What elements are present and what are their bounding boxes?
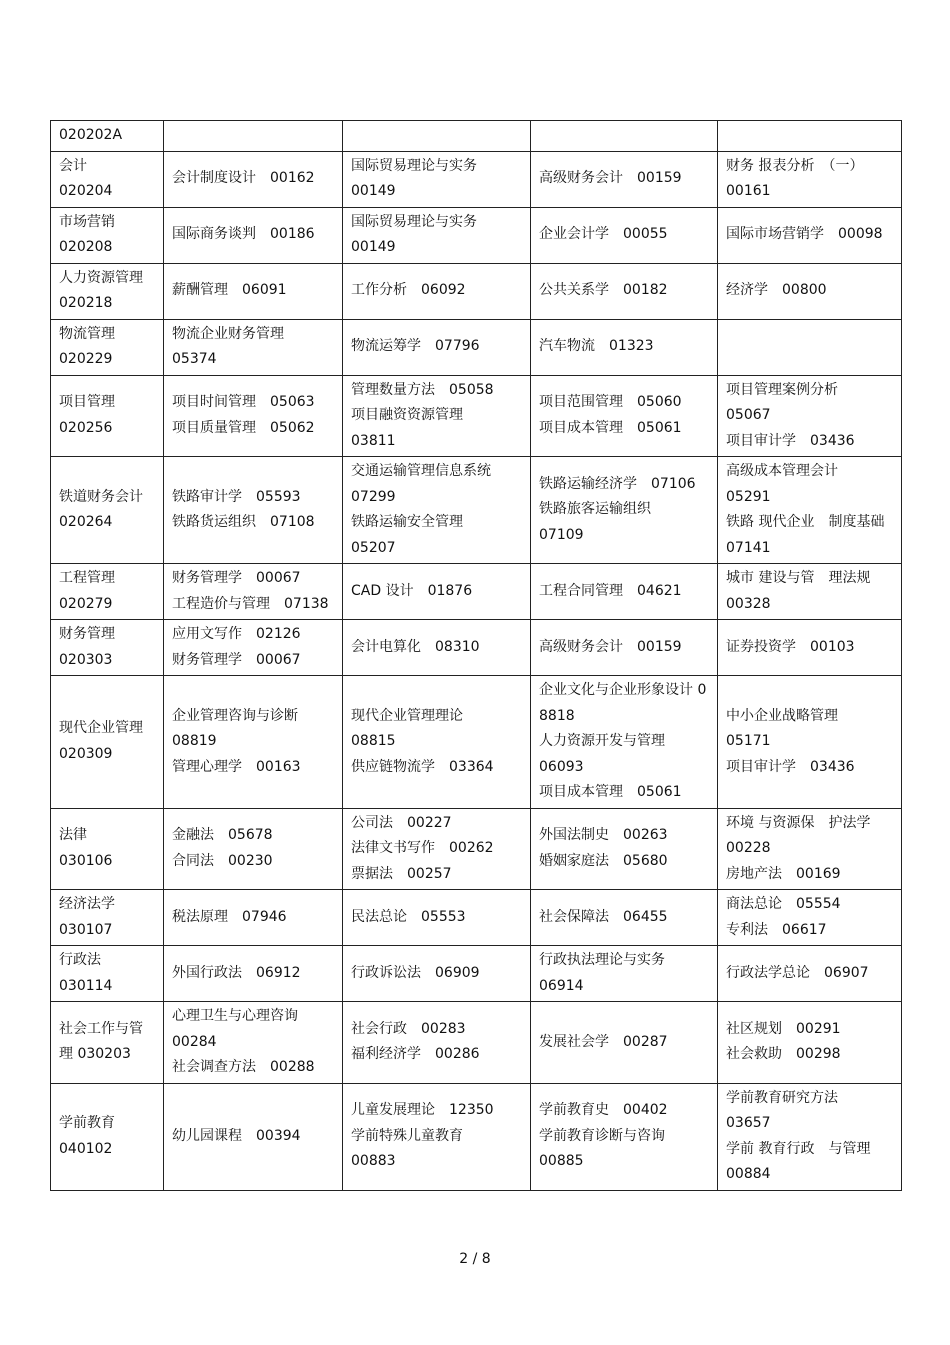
- course-cell-3: [531, 890, 718, 946]
- course-cell-2: [343, 457, 531, 564]
- course-line: 发展社会学 00287: [539, 1033, 668, 1050]
- course-cell-3: [531, 676, 718, 809]
- course-cell-4: [718, 890, 902, 946]
- major-cell: [51, 375, 164, 457]
- major-name-line: 人力资源管理 020218: [59, 269, 143, 311]
- course-cell-4: [718, 808, 902, 890]
- course-line: 法律文书写作 00262: [351, 840, 494, 856]
- course-line: 应用文写作 02126: [172, 626, 301, 642]
- major-name-line: 财务管理: [59, 626, 115, 642]
- course-cell-3: [531, 620, 718, 676]
- course-line: 行政执法理论与实务: [539, 952, 665, 968]
- course-line: 行政法学总论 06907: [726, 964, 869, 981]
- major-name-line: 行政法: [59, 952, 101, 968]
- course-line: 05374: [172, 351, 217, 367]
- course-line: 学前特殊儿童教育: [351, 1127, 463, 1144]
- course-line: 薪酬管理 06091: [172, 282, 287, 299]
- major-cell: [51, 151, 164, 207]
- course-cell-2: [343, 1083, 531, 1190]
- course-line: 工程造价与管理 07138: [172, 595, 329, 612]
- course-cell-3: [531, 457, 718, 564]
- major-cell: [51, 808, 164, 890]
- course-cell-1: [164, 457, 343, 564]
- course-line: 05207: [351, 539, 396, 556]
- major-name-line: 020202A: [59, 127, 123, 143]
- course-cell-4: [718, 1083, 902, 1190]
- major-name-line: 030107: [59, 921, 113, 938]
- course-line: 学前教育研究方法: [726, 1089, 838, 1106]
- course-line: 03811: [351, 432, 396, 449]
- table-row: [51, 457, 902, 564]
- course-line: 企业会计学 00055: [539, 226, 668, 243]
- course-line: 铁路旅客运输组织: [539, 501, 651, 518]
- major-cell: [51, 1002, 164, 1084]
- course-cell-2: [343, 207, 531, 263]
- course-cell-2: [343, 946, 531, 1002]
- course-line: 00883: [351, 1153, 396, 1170]
- course-cell-2: [343, 151, 531, 207]
- course-line: 公共关系学 00182: [539, 282, 668, 299]
- course-line: 00149: [351, 183, 396, 199]
- course-line: 工作分析 06092: [351, 282, 466, 299]
- major-cell: [51, 207, 164, 263]
- course-cell-3: [531, 121, 718, 152]
- table-row: [51, 375, 902, 457]
- course-line: 项目审计学 03436: [726, 432, 855, 449]
- course-line: 社会行政 00283: [351, 1020, 466, 1037]
- course-cell-4: [718, 676, 902, 809]
- table-row: [51, 564, 902, 620]
- major-cell: [51, 946, 164, 1002]
- course-line: 物流运筹学 07796: [351, 338, 480, 355]
- major-name-line: 项目管理: [59, 394, 115, 411]
- course-line: 金融法 05678: [172, 827, 273, 844]
- course-cell-1: [164, 808, 343, 890]
- major-name-line: 030106: [59, 852, 113, 869]
- course-cell-1: [164, 890, 343, 946]
- table-row: [51, 121, 902, 152]
- course-line: 高级成本管理会计: [726, 463, 838, 479]
- course-line: 项目融资资源管理: [351, 407, 463, 423]
- course-cell-4: [718, 946, 902, 1002]
- course-line: 08819: [172, 733, 217, 749]
- major-name-line: 社会工作与管理 030203: [59, 1020, 143, 1063]
- course-line: 项目成本管理 05061: [539, 784, 682, 800]
- course-cell-2: [343, 564, 531, 620]
- course-cell-1: [164, 946, 343, 1002]
- table-row: [51, 620, 902, 676]
- major-name-line: 020204: [59, 183, 113, 199]
- major-name-line: 会计: [59, 157, 87, 174]
- course-line: 证券投资学 00103: [726, 638, 855, 655]
- major-name-line: 040102: [59, 1140, 113, 1157]
- course-line: 高级财务会计 00159: [539, 170, 682, 187]
- course-line: 企业文化与企业形象设计 08818: [539, 682, 707, 724]
- course-line: 现代企业管理理论: [351, 707, 463, 724]
- course-cell-2: [343, 890, 531, 946]
- major-name-line: 经济法学: [59, 896, 115, 912]
- course-line: 国际市场营销学 00098: [726, 226, 883, 243]
- course-cell-3: [531, 1083, 718, 1190]
- major-name-line: 030114: [59, 977, 113, 994]
- course-cell-4: [718, 564, 902, 620]
- course-cell-4: [718, 121, 902, 152]
- page-number: 2 / 8: [459, 1251, 491, 1267]
- course-line: 铁路运输经济学 07106: [539, 475, 696, 492]
- major-name-line: 现代企业管理 020309: [59, 720, 143, 762]
- course-cell-4: [718, 1002, 902, 1084]
- major-name-line: 工程管理: [59, 570, 115, 586]
- course-line: 08815: [351, 733, 396, 749]
- major-name-line: 020229: [59, 351, 113, 367]
- course-line: 项目管理案例分析: [726, 381, 838, 398]
- course-line: 婚姻家庭法 05680: [539, 852, 668, 869]
- course-cell-4: [718, 151, 902, 207]
- course-cell-1: [164, 1002, 343, 1084]
- course-line: 铁路运输安全管理: [351, 514, 463, 530]
- course-line: 社会救助 00298: [726, 1046, 841, 1063]
- course-cell-1: [164, 1083, 343, 1190]
- table-row: [51, 319, 902, 375]
- course-line: 05291: [726, 488, 771, 505]
- course-cell-1: [164, 207, 343, 263]
- course-line: 国际贸易理论与实务: [351, 157, 477, 174]
- course-cell-3: [531, 375, 718, 457]
- course-line: 商法总论 05554: [726, 896, 841, 912]
- course-line: 管理心理学 00163: [172, 758, 301, 775]
- major-cell: [51, 564, 164, 620]
- course-line: 管理数量方法 05058: [351, 381, 494, 398]
- course-line: 儿童发展理论 12350: [351, 1102, 494, 1119]
- course-line: 学前 教育行政 与管理: [726, 1140, 871, 1157]
- course-line: 铁路 现代企业 制度基础 07141: [726, 514, 885, 556]
- course-table: [50, 120, 902, 1191]
- course-line: 项目时间管理 05063: [172, 394, 315, 411]
- course-cell-1: [164, 676, 343, 809]
- course-line: 高级财务会计 00159: [539, 638, 682, 655]
- course-line: 工程合同管理 04621: [539, 582, 682, 599]
- course-line: 00885: [539, 1153, 584, 1170]
- course-line: 合同法 00230: [172, 852, 273, 869]
- course-line: 学前教育诊断与咨询: [539, 1127, 665, 1144]
- table-row: [51, 946, 902, 1002]
- table-row: [51, 890, 902, 946]
- course-line: 行政诉讼法 06909: [351, 964, 480, 981]
- course-cell-4: [718, 319, 902, 375]
- course-line: 幼儿园课程 00394: [172, 1127, 301, 1144]
- table-row: [51, 1002, 902, 1084]
- course-line: 00161: [726, 183, 771, 199]
- course-line: 00284: [172, 1033, 217, 1050]
- course-cell-3: [531, 946, 718, 1002]
- course-cell-3: [531, 263, 718, 319]
- course-cell-2: [343, 1002, 531, 1084]
- course-line: 06914: [539, 977, 584, 994]
- course-line: 国际贸易理论与实务: [351, 213, 477, 230]
- course-cell-3: [531, 1002, 718, 1084]
- course-cell-1: [164, 263, 343, 319]
- course-cell-4: [718, 207, 902, 263]
- course-line: 项目成本管理 05061: [539, 419, 682, 436]
- course-cell-2: [343, 620, 531, 676]
- table-row: [51, 151, 902, 207]
- course-cell-2: [343, 676, 531, 809]
- course-line: 项目质量管理 05062: [172, 419, 315, 436]
- course-line: 03657: [726, 1115, 771, 1131]
- major-name-line: 学前教育: [59, 1115, 115, 1131]
- course-line: 00228: [726, 840, 771, 856]
- major-cell: [51, 890, 164, 946]
- course-cell-1: [164, 564, 343, 620]
- table-row: [51, 676, 902, 809]
- major-name-line: 市场营销: [59, 213, 115, 230]
- table-body: [51, 121, 902, 1191]
- major-name-line: 020256: [59, 419, 113, 436]
- course-line: 外国法制史 00263: [539, 827, 668, 844]
- course-cell-1: [164, 375, 343, 457]
- major-cell: [51, 620, 164, 676]
- course-line: 00328: [726, 595, 771, 612]
- course-line: 汽车物流 01323: [539, 338, 654, 355]
- course-line: 社会保障法 06455: [539, 908, 668, 925]
- table-row: [51, 808, 902, 890]
- course-line: 06093: [539, 758, 584, 775]
- course-line: 铁路审计学 05593: [172, 488, 301, 505]
- course-cell-2: [343, 808, 531, 890]
- major-cell: [51, 676, 164, 809]
- major-cell: [51, 263, 164, 319]
- course-line: 项目审计学 03436: [726, 758, 855, 775]
- course-cell-1: [164, 121, 343, 152]
- course-line: 专利法 06617: [726, 921, 827, 938]
- major-name-line: 020303: [59, 651, 113, 668]
- course-cell-3: [531, 151, 718, 207]
- course-cell-3: [531, 207, 718, 263]
- course-line: 外国行政法 06912: [172, 964, 301, 981]
- course-cell-1: [164, 151, 343, 207]
- course-cell-4: [718, 620, 902, 676]
- course-line: 物流企业财务管理: [172, 325, 284, 342]
- course-cell-2: [343, 375, 531, 457]
- course-line: 人力资源开发与管理: [539, 733, 665, 749]
- course-line: 会计制度设计 00162: [172, 170, 315, 187]
- course-line: 07299: [351, 488, 396, 505]
- course-cell-4: [718, 457, 902, 564]
- course-line: 供应链物流学 03364: [351, 758, 494, 775]
- course-line: 城市 建设与管 理法规: [726, 570, 871, 586]
- course-cell-2: [343, 121, 531, 152]
- course-cell-2: [343, 263, 531, 319]
- course-line: 会计电算化 08310: [351, 638, 480, 655]
- course-line: 环境 与资源保 护法学: [726, 814, 871, 831]
- course-cell-2: [343, 319, 531, 375]
- course-line: 票据法 00257: [351, 865, 452, 882]
- course-line: 交通运输管理信息系统: [351, 463, 491, 479]
- course-line: 财务管理学 00067: [172, 570, 301, 586]
- course-line: 社区规划 00291: [726, 1020, 841, 1037]
- major-cell: [51, 1083, 164, 1190]
- course-line: 企业管理咨询与诊断: [172, 707, 298, 724]
- course-line: 社会调查方法 00288: [172, 1059, 315, 1075]
- major-name-line: 020279: [59, 595, 113, 612]
- major-name-line: 铁道财务会计 020264: [59, 488, 143, 530]
- course-line: 国际商务谈判 00186: [172, 226, 315, 243]
- course-line: 05067: [726, 407, 771, 423]
- course-cell-3: [531, 319, 718, 375]
- course-line: 民法总论 05553: [351, 908, 466, 925]
- course-line: 00149: [351, 239, 396, 255]
- course-line: 公司法 00227: [351, 814, 452, 831]
- course-line: 经济学 00800: [726, 282, 827, 299]
- course-line: CAD 设计 01876: [351, 582, 473, 599]
- course-line: 铁路货运组织 07108: [172, 514, 315, 530]
- course-line: 05171: [726, 733, 771, 749]
- major-name-line: 物流管理: [59, 325, 115, 342]
- table-row: [51, 207, 902, 263]
- major-cell: [51, 319, 164, 375]
- major-cell: [51, 457, 164, 564]
- course-line: 00884: [726, 1166, 771, 1182]
- major-cell: [51, 121, 164, 152]
- major-name-line: 020208: [59, 239, 113, 255]
- course-cell-3: [531, 808, 718, 890]
- course-line: 心理卫生与心理咨询: [172, 1008, 298, 1024]
- course-line: 税法原理 07946: [172, 908, 287, 925]
- course-cell-4: [718, 375, 902, 457]
- table-row: [51, 263, 902, 319]
- course-line: 学前教育史 00402: [539, 1102, 668, 1119]
- course-cell-1: [164, 319, 343, 375]
- course-line: 项目范围管理 05060: [539, 394, 682, 411]
- course-line: 中小企业战略管理: [726, 707, 838, 724]
- course-cell-4: [718, 263, 902, 319]
- course-line: 07109: [539, 526, 584, 543]
- table-row: [51, 1083, 902, 1190]
- course-line: 财务管理学 00067: [172, 651, 301, 668]
- course-cell-1: [164, 620, 343, 676]
- course-line: 房地产法 00169: [726, 865, 841, 882]
- course-line: 福利经济学 00286: [351, 1046, 480, 1063]
- course-line: 财务 报表分析 （一）: [726, 157, 864, 174]
- course-cell-3: [531, 564, 718, 620]
- major-name-line: 法律: [59, 827, 87, 844]
